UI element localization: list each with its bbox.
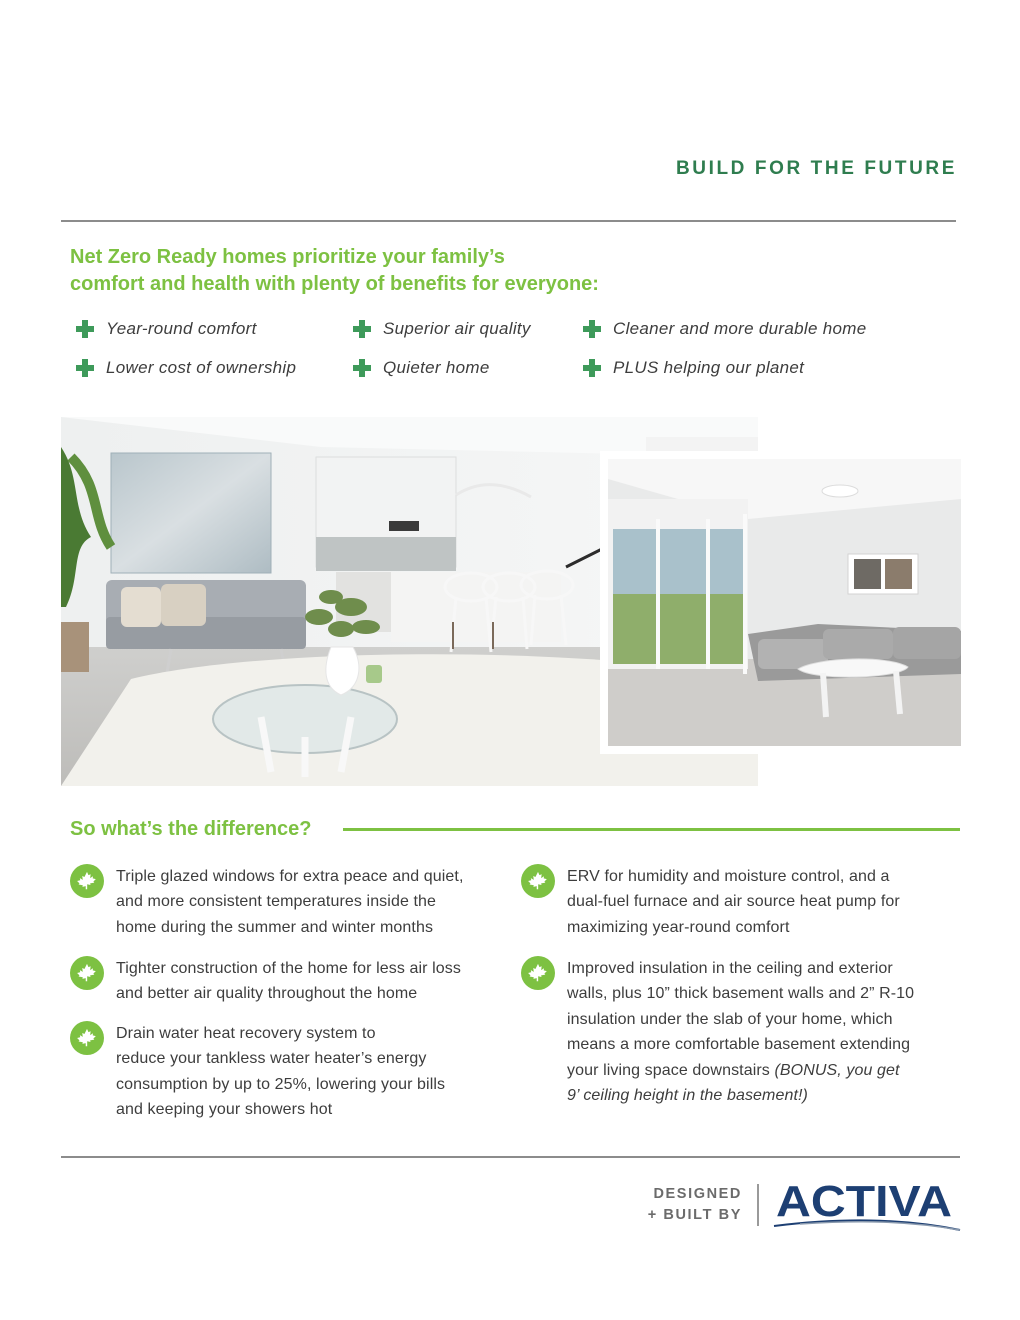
feature-text	[116, 956, 461, 1007]
feature-line: maximizing year-round comfort	[567, 918, 790, 936]
benefit-item	[76, 355, 296, 381]
maple-leaf-icon	[70, 864, 104, 898]
benefits-list	[76, 316, 956, 396]
feature-line: and more consistent temperatures inside the	[116, 893, 437, 911]
intro-line-1: Net Zero Ready homes prioritize your family’s	[70, 246, 505, 268]
plus-icon	[76, 359, 94, 377]
feature-line	[567, 1058, 914, 1083]
difference-heading-rule	[343, 828, 960, 831]
feature-line: ERV for humidity and moisture control, and a	[567, 868, 890, 885]
feature-text	[116, 864, 464, 940]
feature-text	[567, 956, 914, 1108]
basement-photo-frame	[600, 451, 961, 754]
basement-photo	[608, 459, 961, 746]
plus-icon	[583, 320, 601, 338]
feature-line: Drain water heat recovery system to	[116, 1025, 376, 1042]
benefit-label: Lower cost of ownership	[106, 358, 297, 377]
credit-divider	[757, 1184, 759, 1226]
activa-logo	[770, 1174, 962, 1234]
feature-item	[70, 956, 500, 1007]
benefit-label: Superior air quality	[383, 319, 531, 338]
benefit-label: Year-round comfort	[106, 319, 257, 338]
feature-line: Triple glazed windows for extra peace and quiet,	[116, 868, 464, 885]
feature-line-text: your living space downstairs	[567, 1061, 775, 1079]
feature-line: home during the summer and winter months	[116, 918, 434, 936]
maple-leaf-icon	[521, 956, 555, 990]
plus-icon	[353, 320, 371, 338]
difference-heading: So what’s the difference?	[70, 817, 312, 840]
credit-line-2: + BUILT BY	[647, 1207, 742, 1223]
maple-leaf-icon	[70, 1021, 104, 1055]
intro-line-2: comfort and health with plenty of benefits for everyone:	[70, 273, 599, 295]
page-kicker: BUILD FOR THE FUTURE	[675, 158, 957, 179]
benefit-item	[583, 355, 804, 381]
benefit-item	[353, 355, 490, 381]
builder-credit	[648, 1184, 742, 1226]
plus-icon	[76, 320, 94, 338]
feature-line: walls, plus 10” thick basement walls and 2” R-10	[567, 985, 915, 1003]
feature-text	[116, 1021, 445, 1123]
logo-wordmark: ACTIVA	[776, 1177, 952, 1226]
feature-line	[567, 1083, 914, 1108]
bonus-note: 9’ ceiling height in the basement!)	[567, 1087, 808, 1105]
feature-text	[567, 864, 900, 940]
benefit-item	[353, 316, 531, 342]
benefit-label: PLUS helping our planet	[613, 358, 805, 377]
plus-icon	[583, 359, 601, 377]
feature-item	[70, 1021, 500, 1123]
feature-line: dual-fuel furnace and air source heat pump for	[567, 893, 900, 911]
feature-item	[70, 864, 500, 940]
feature-line: and better air quality throughout the home	[116, 985, 418, 1003]
benefit-item	[76, 316, 257, 342]
benefit-label: Quieter home	[383, 358, 490, 377]
benefit-item	[583, 316, 866, 342]
feature-line: means a more comfortable basement extending	[567, 1036, 911, 1054]
feature-line: Tighter construction of the home for less air loss	[116, 960, 461, 977]
maple-leaf-icon	[521, 864, 555, 898]
feature-line: consumption by up to 25%, lowering your bills	[116, 1075, 446, 1093]
feature-line: insulation under the slab of your home, which	[567, 1010, 893, 1028]
feature-item	[521, 956, 961, 1108]
top-divider	[61, 220, 956, 222]
feature-line: and keeping your showers hot	[116, 1101, 333, 1119]
feature-line: reduce your tankless water heater’s energy	[116, 1050, 427, 1068]
credit-line-1: DESIGNED	[653, 1186, 742, 1202]
feature-line: Improved insulation in the ceiling and exterior	[567, 960, 893, 977]
feature-item	[521, 864, 961, 940]
intro-heading	[70, 244, 730, 298]
bottom-divider	[61, 1156, 960, 1158]
maple-leaf-icon	[70, 956, 104, 990]
bonus-note: (BONUS, you get	[774, 1061, 900, 1079]
benefit-label: Cleaner and more durable home	[613, 319, 867, 338]
plus-icon	[353, 359, 371, 377]
